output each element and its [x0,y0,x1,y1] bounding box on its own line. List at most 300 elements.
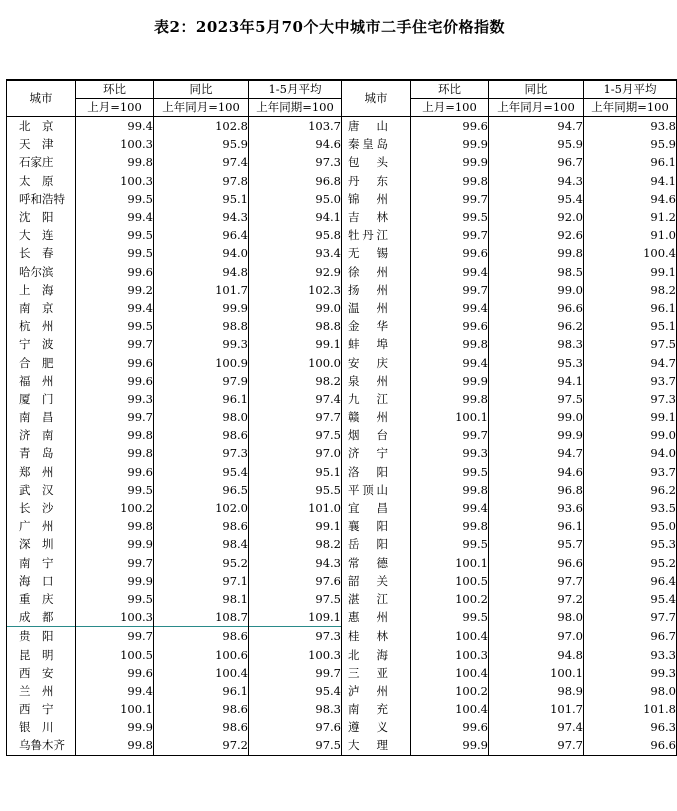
right-city-name: 湛 江 [342,590,411,608]
right-mom-value: 100.1 [411,408,489,426]
left-city-name: 合 肥 [7,353,76,371]
left-city-name: 天 津 [7,135,76,153]
right-yoy-value: 97.7 [489,572,584,590]
right-avg-value: 93.7 [584,372,677,390]
table-row [7,517,677,535]
right-yoy-value: 94.1 [489,372,584,390]
right-mom-value: 100.1 [411,554,489,572]
right-avg-value: 93.3 [584,645,677,663]
right-city-name: 常 德 [342,554,411,572]
right-avg-value: 96.2 [584,481,677,499]
left-avg-value: 109.1 [249,608,342,627]
right-yoy-value: 99.8 [489,244,584,262]
right-city-name: 丹 东 [342,172,411,190]
right-mom-value: 99.6 [411,317,489,335]
left-city-name: 北 京 [7,117,76,136]
left-yoy-value: 97.4 [154,153,249,171]
table-row [7,263,677,281]
left-city-name: 武 汉 [7,481,76,499]
table-row [7,608,677,627]
left-yoy-value: 95.4 [154,463,249,481]
table-row [7,208,677,226]
left-mom-value: 99.7 [76,335,154,353]
left-city-name: 成 都 [7,608,76,627]
left-avg-value: 95.8 [249,226,342,244]
left-mom-value: 99.8 [76,736,154,755]
left-mom-value: 100.2 [76,499,154,517]
left-avg-value: 97.4 [249,390,342,408]
right-mom-value: 99.5 [411,208,489,226]
right-avg-value: 94.7 [584,353,677,371]
left-yoy-value: 102.0 [154,499,249,517]
header-yoy-left: 同比 [154,80,249,99]
left-city-name: 西 安 [7,664,76,682]
right-mom-value: 100.2 [411,590,489,608]
left-city-name: 兰 州 [7,682,76,700]
right-yoy-value: 93.6 [489,499,584,517]
right-yoy-value: 97.5 [489,390,584,408]
left-yoy-value: 100.4 [154,664,249,682]
left-mom-value: 100.3 [76,135,154,153]
right-yoy-value: 98.3 [489,335,584,353]
table-row [7,390,677,408]
right-city-name: 宜 昌 [342,499,411,517]
left-city-name: 杭 州 [7,317,76,335]
right-avg-value: 99.1 [584,408,677,426]
left-mom-value: 99.6 [76,263,154,281]
left-yoy-value: 98.1 [154,590,249,608]
left-yoy-value: 98.4 [154,535,249,553]
right-mom-value: 99.9 [411,372,489,390]
left-avg-value: 101.0 [249,499,342,517]
left-city-name: 济 南 [7,426,76,444]
table-row [7,317,677,335]
left-yoy-value: 99.3 [154,335,249,353]
table-row [7,117,677,136]
right-mom-value: 99.7 [411,281,489,299]
left-mom-value: 99.5 [76,317,154,335]
right-city-name: 遵 义 [342,718,411,736]
table-row [7,627,677,646]
left-city-name: 乌鲁木齐 [7,736,76,755]
right-city-name: 无 锡 [342,244,411,262]
right-mom-value: 99.3 [411,444,489,462]
table-row [7,444,677,462]
right-mom-value: 99.8 [411,481,489,499]
left-yoy-value: 108.7 [154,608,249,627]
right-yoy-value: 94.6 [489,463,584,481]
left-mom-value: 99.9 [76,572,154,590]
left-avg-value: 98.8 [249,317,342,335]
left-avg-value: 99.0 [249,299,342,317]
table-row [7,590,677,608]
right-city-name: 北 海 [342,645,411,663]
left-city-name: 南 昌 [7,408,76,426]
left-yoy-value: 97.8 [154,172,249,190]
right-avg-value: 95.0 [584,517,677,535]
left-avg-value: 98.2 [249,372,342,390]
left-yoy-value: 97.1 [154,572,249,590]
left-city-name: 大 连 [7,226,76,244]
right-mom-value: 99.6 [411,244,489,262]
right-yoy-value: 99.0 [489,281,584,299]
right-yoy-value: 92.6 [489,226,584,244]
right-yoy-value: 98.9 [489,682,584,700]
right-avg-value: 96.1 [584,153,677,171]
table-row [7,372,677,390]
right-city-name: 惠 州 [342,608,411,627]
right-avg-value: 94.1 [584,172,677,190]
left-mom-value: 99.9 [76,535,154,553]
right-yoy-value: 96.8 [489,481,584,499]
left-mom-value: 99.7 [76,408,154,426]
table-row [7,481,677,499]
right-city-name: 蚌 埠 [342,335,411,353]
left-city-name: 青 岛 [7,444,76,462]
right-city-name: 韶 关 [342,572,411,590]
left-mom-value: 99.8 [76,517,154,535]
left-city-name: 太 原 [7,172,76,190]
right-mom-value: 99.5 [411,535,489,553]
right-city-name: 烟 台 [342,426,411,444]
right-mom-value: 100.2 [411,682,489,700]
left-city-name: 哈尔滨 [7,263,76,281]
table-row [7,353,677,371]
left-city-name: 银 川 [7,718,76,736]
right-city-name: 包 头 [342,153,411,171]
right-mom-value: 100.4 [411,627,489,646]
left-city-name: 海 口 [7,572,76,590]
left-yoy-value: 98.0 [154,408,249,426]
right-avg-value: 99.3 [584,664,677,682]
left-yoy-value: 95.1 [154,190,249,208]
left-city-name: 厦 门 [7,390,76,408]
left-city-name: 上 海 [7,281,76,299]
right-avg-value: 96.6 [584,736,677,755]
right-city-name: 桂 林 [342,627,411,646]
right-mom-value: 100.5 [411,572,489,590]
left-avg-value: 95.0 [249,190,342,208]
left-avg-value: 99.1 [249,335,342,353]
left-avg-value: 102.3 [249,281,342,299]
right-yoy-value: 100.1 [489,664,584,682]
table-row [7,408,677,426]
right-avg-value: 94.0 [584,444,677,462]
left-avg-value: 97.0 [249,444,342,462]
left-avg-value: 95.4 [249,682,342,700]
right-avg-value: 93.5 [584,499,677,517]
left-mom-value: 99.7 [76,554,154,572]
left-yoy-value: 98.6 [154,718,249,736]
table-row [7,700,677,718]
left-mom-value: 99.5 [76,244,154,262]
header-mom-base-right: 上月=100 [411,99,489,117]
right-mom-value: 99.6 [411,117,489,136]
left-avg-value: 99.7 [249,664,342,682]
header-mom-right: 环比 [411,80,489,99]
right-city-name: 襄 阳 [342,517,411,535]
left-avg-value: 97.3 [249,627,342,646]
right-yoy-value: 94.3 [489,172,584,190]
table-row [7,426,677,444]
right-mom-value: 99.7 [411,226,489,244]
left-mom-value: 99.5 [76,190,154,208]
left-city-name: 重 庆 [7,590,76,608]
table-row [7,682,677,700]
left-avg-value: 95.1 [249,463,342,481]
left-avg-value: 97.5 [249,736,342,755]
left-yoy-value: 97.2 [154,736,249,755]
right-yoy-value: 97.2 [489,590,584,608]
table-row [7,554,677,572]
right-yoy-value: 92.0 [489,208,584,226]
right-avg-value: 96.3 [584,718,677,736]
header-yoy-base-left: 上年同月=100 [154,99,249,117]
right-avg-value: 95.1 [584,317,677,335]
right-city-name: 岳 阳 [342,535,411,553]
left-avg-value: 98.2 [249,535,342,553]
right-city-name: 九 江 [342,390,411,408]
right-mom-value: 99.5 [411,608,489,627]
price-index-table [6,79,677,756]
header-avg-left: 1-5月平均 [249,80,342,99]
left-city-name: 广 州 [7,517,76,535]
left-mom-value: 99.5 [76,590,154,608]
header-avg-right: 1-5月平均 [584,80,677,99]
right-city-name: 唐 山 [342,117,411,136]
left-city-name: 宁 波 [7,335,76,353]
right-yoy-value: 101.7 [489,700,584,718]
left-mom-value: 99.2 [76,281,154,299]
header-mom-base-left: 上月=100 [76,99,154,117]
left-avg-value: 97.5 [249,426,342,444]
left-yoy-value: 94.3 [154,208,249,226]
left-avg-value: 100.0 [249,353,342,371]
right-yoy-value: 95.3 [489,353,584,371]
left-city-name: 沈 阳 [7,208,76,226]
left-yoy-value: 98.6 [154,517,249,535]
right-yoy-value: 96.6 [489,554,584,572]
right-mom-value: 99.4 [411,299,489,317]
left-mom-value: 99.9 [76,718,154,736]
left-avg-value: 97.3 [249,153,342,171]
table-row [7,645,677,663]
right-yoy-value: 98.0 [489,608,584,627]
right-avg-value: 93.7 [584,463,677,481]
left-yoy-value: 95.9 [154,135,249,153]
right-avg-value: 96.7 [584,627,677,646]
right-city-name: 洛 阳 [342,463,411,481]
right-avg-value: 99.1 [584,263,677,281]
right-avg-value: 95.9 [584,135,677,153]
left-yoy-value: 98.6 [154,627,249,646]
right-city-name: 秦皇岛 [342,135,411,153]
left-city-name: 贵 阳 [7,627,76,646]
right-yoy-value: 97.4 [489,718,584,736]
right-city-name: 济 宁 [342,444,411,462]
right-avg-value: 91.2 [584,208,677,226]
right-city-name: 三 亚 [342,664,411,682]
right-avg-value: 97.7 [584,608,677,627]
left-yoy-value: 98.8 [154,317,249,335]
right-yoy-value: 94.7 [489,117,584,136]
left-mom-value: 99.5 [76,481,154,499]
right-yoy-value: 95.7 [489,535,584,553]
left-avg-value: 97.6 [249,718,342,736]
table-row [7,335,677,353]
left-city-name: 郑 州 [7,463,76,481]
right-yoy-value: 95.9 [489,135,584,153]
left-yoy-value: 95.2 [154,554,249,572]
table-row [7,664,677,682]
right-avg-value: 96.1 [584,299,677,317]
left-city-name: 呼和浩特 [7,190,76,208]
header-avg-base-right: 上年同期=100 [584,99,677,117]
left-avg-value: 92.9 [249,263,342,281]
left-mom-value: 99.4 [76,299,154,317]
right-avg-value: 96.4 [584,572,677,590]
right-yoy-value: 95.4 [489,190,584,208]
left-avg-value: 99.1 [249,517,342,535]
left-mom-value: 99.6 [76,372,154,390]
left-city-name: 深 圳 [7,535,76,553]
left-yoy-value: 97.9 [154,372,249,390]
right-yoy-value: 96.6 [489,299,584,317]
table-row [7,463,677,481]
right-mom-value: 99.9 [411,153,489,171]
left-yoy-value: 96.5 [154,481,249,499]
header-avg-base-left: 上年同期=100 [249,99,342,117]
right-yoy-value: 99.9 [489,426,584,444]
left-mom-value: 99.4 [76,117,154,136]
left-avg-value: 94.3 [249,554,342,572]
right-mom-value: 99.4 [411,263,489,281]
header-city-right: 城市 [342,80,411,117]
table-row [7,572,677,590]
left-city-name: 长 春 [7,244,76,262]
right-mom-value: 100.4 [411,700,489,718]
table-row [7,172,677,190]
left-yoy-value: 102.8 [154,117,249,136]
left-city-name: 长 沙 [7,499,76,517]
right-mom-value: 99.8 [411,390,489,408]
right-mom-value: 100.3 [411,645,489,663]
left-mom-value: 99.8 [76,444,154,462]
right-avg-value: 99.0 [584,426,677,444]
right-avg-value: 94.6 [584,190,677,208]
right-mom-value: 99.6 [411,718,489,736]
table-row [7,244,677,262]
left-mom-value: 100.3 [76,172,154,190]
left-mom-value: 99.8 [76,426,154,444]
right-city-name: 温 州 [342,299,411,317]
left-avg-value: 95.5 [249,481,342,499]
left-city-name: 昆 明 [7,645,76,663]
left-city-name: 西 宁 [7,700,76,718]
left-mom-value: 100.5 [76,645,154,663]
table-row [7,135,677,153]
right-avg-value: 98.0 [584,682,677,700]
right-mom-value: 100.4 [411,664,489,682]
right-yoy-value: 98.5 [489,263,584,281]
left-avg-value: 94.1 [249,208,342,226]
left-avg-value: 103.7 [249,117,342,136]
right-city-name: 平顶山 [342,481,411,499]
right-city-name: 锦 州 [342,190,411,208]
header-yoy-base-right: 上年同月=100 [489,99,584,117]
left-avg-value: 98.3 [249,700,342,718]
right-yoy-value: 96.1 [489,517,584,535]
table-row [7,736,677,755]
right-avg-value: 95.4 [584,590,677,608]
right-city-name: 泉 州 [342,372,411,390]
left-city-name: 石家庄 [7,153,76,171]
left-mom-value: 99.5 [76,226,154,244]
table-row [7,499,677,517]
right-mom-value: 99.4 [411,353,489,371]
header-yoy-right: 同比 [489,80,584,99]
left-yoy-value: 94.0 [154,244,249,262]
left-avg-value: 93.4 [249,244,342,262]
right-city-name: 赣 州 [342,408,411,426]
left-mom-value: 100.3 [76,608,154,627]
right-mom-value: 99.7 [411,190,489,208]
right-avg-value: 95.3 [584,535,677,553]
right-avg-value: 98.2 [584,281,677,299]
right-yoy-value: 97.0 [489,627,584,646]
right-city-name: 南 充 [342,700,411,718]
table-row [7,281,677,299]
left-yoy-value: 98.6 [154,426,249,444]
right-yoy-value: 94.7 [489,444,584,462]
left-yoy-value: 96.1 [154,390,249,408]
right-avg-value: 93.8 [584,117,677,136]
right-mom-value: 99.8 [411,335,489,353]
table-row [7,190,677,208]
right-yoy-value: 96.2 [489,317,584,335]
left-yoy-value: 101.7 [154,281,249,299]
left-yoy-value: 100.9 [154,353,249,371]
right-city-name: 吉 林 [342,208,411,226]
left-avg-value: 100.3 [249,645,342,663]
left-yoy-value: 96.4 [154,226,249,244]
right-avg-value: 97.5 [584,335,677,353]
left-avg-value: 94.6 [249,135,342,153]
right-mom-value: 99.4 [411,499,489,517]
table-row [7,153,677,171]
left-yoy-value: 97.3 [154,444,249,462]
right-avg-value: 97.3 [584,390,677,408]
left-city-name: 南 宁 [7,554,76,572]
left-mom-value: 99.3 [76,390,154,408]
left-city-name: 南 京 [7,299,76,317]
left-avg-value: 96.8 [249,172,342,190]
header-mom-left: 环比 [76,80,154,99]
left-city-name: 福 州 [7,372,76,390]
right-mom-value: 99.8 [411,172,489,190]
right-city-name: 徐 州 [342,263,411,281]
table-title: 表2：2023年5月70个大中城市二手住宅价格指数 [154,18,505,36]
right-avg-value: 100.4 [584,244,677,262]
left-avg-value: 97.7 [249,408,342,426]
left-yoy-value: 98.6 [154,700,249,718]
right-avg-value: 91.0 [584,226,677,244]
right-mom-value: 99.9 [411,736,489,755]
left-yoy-value: 100.6 [154,645,249,663]
table-row [7,226,677,244]
right-mom-value: 99.5 [411,463,489,481]
table-header [7,80,677,117]
